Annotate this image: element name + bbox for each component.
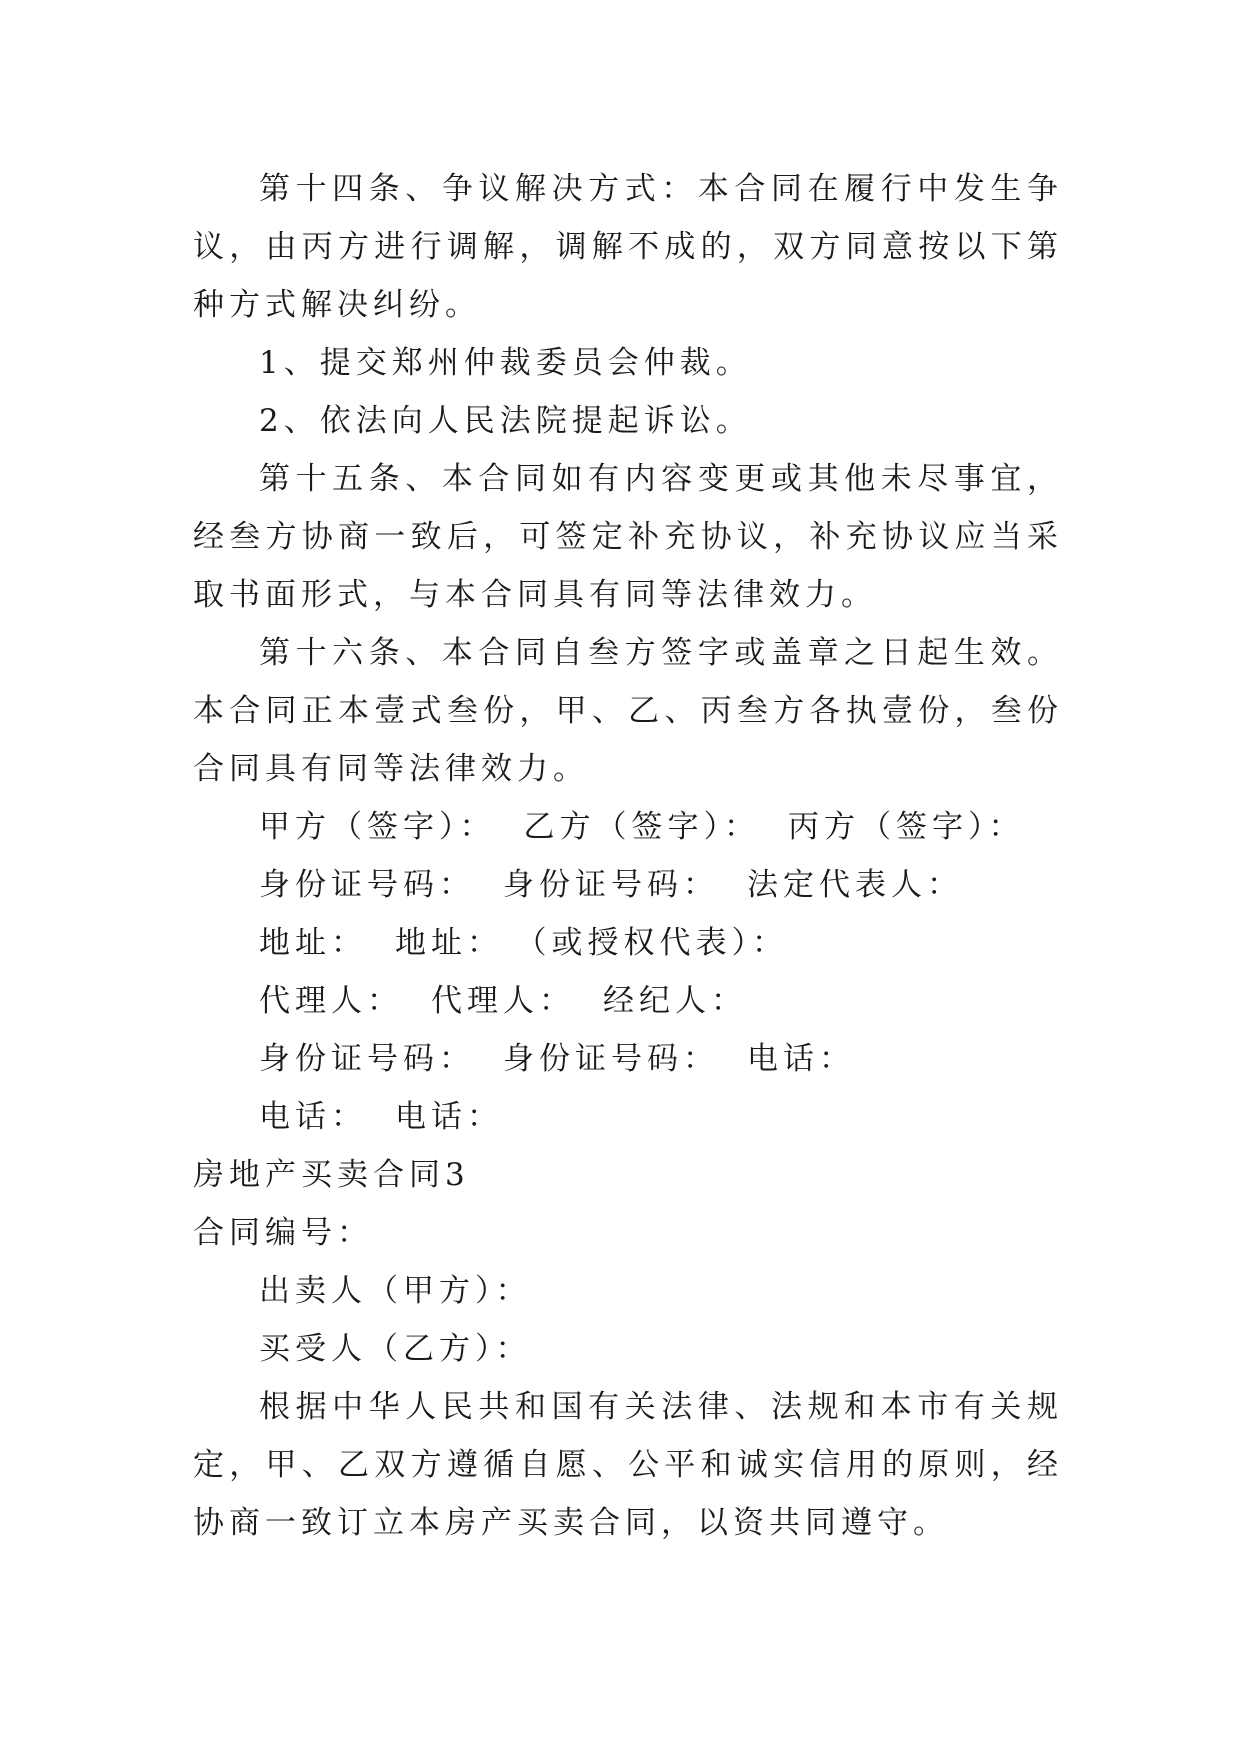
party-c-phone-label: 电话： [747, 1041, 855, 1077]
document-body [193, 160, 1063, 1552]
contract-preamble: 根据中华人民共和国有关法律、法规和本市有关规定，甲、乙双方遵循自愿、公平和诚实信用的原则，经协商一致订立本房产买卖合同，以资共同遵守。 [193, 1389, 1063, 1541]
signature-row-agent-id [193, 1030, 1063, 1088]
party-a-agent-id-label: 身份证号码： [259, 1041, 475, 1077]
contract-number-label: 合同编号： [193, 1215, 373, 1251]
article-15-paragraph: 第十五条、本合同如有内容变更或其他未尽事宜，经叁方协商一致后，可签定补充协议，补充协议应当采取书面形式，与本合同具有同等法律效力。 [193, 461, 1063, 613]
party-c-sign-label: 丙方（签字）： [788, 809, 1025, 845]
party-c-legal-rep-label: 法定代表人： [747, 867, 963, 903]
contract-3-title: 房地产买卖合同3 [193, 1157, 470, 1193]
signature-row-agent [193, 972, 1063, 1030]
party-b-id-label: 身份证号码： [503, 867, 719, 903]
party-b-phone-label: 电话： [395, 1099, 503, 1135]
party-b-address-label: 地址： [395, 925, 503, 961]
buyer-label: 买受人（乙方）： [259, 1331, 532, 1367]
dispute-option-1: 1、提交郑州仲裁委员会仲裁。 [259, 345, 752, 381]
article-14-paragraph: 第十四条、争议解决方式：本合同在履行中发生争议，由丙方进行调解，调解不成的，双方同意按以下第 种方式解决纠纷。 [193, 171, 1063, 323]
party-b-agent-label: 代理人： [431, 983, 575, 1019]
seller-label: 出卖人（甲方）： [259, 1273, 532, 1309]
party-a-agent-label: 代理人： [259, 983, 403, 1019]
party-c-authorized-rep-label: （或授权代表）： [531, 925, 788, 961]
party-b-agent-id-label: 身份证号码： [503, 1041, 719, 1077]
party-a-phone-label: 电话： [259, 1099, 367, 1135]
signature-row-phone [193, 1088, 1063, 1146]
party-a-id-label: 身份证号码： [259, 867, 475, 903]
party-b-sign-label: 乙方（签字）： [523, 809, 760, 845]
party-a-address-label: 地址： [259, 925, 367, 961]
signature-row-signers [193, 798, 1063, 856]
signature-row-id [193, 856, 1063, 914]
dispute-option-2: 2、依法向人民法院提起诉讼。 [259, 403, 752, 439]
party-a-sign-label: 甲方（签字）： [259, 809, 496, 845]
article-16-paragraph: 第十六条、本合同自叁方签字或盖章之日起生效。本合同正本壹式叁份，甲、乙、丙叁方各执壹份，叁份合同具有同等法律效力。 [193, 635, 1063, 787]
party-c-broker-label: 经纪人： [603, 983, 747, 1019]
signature-row-address [193, 914, 1063, 972]
